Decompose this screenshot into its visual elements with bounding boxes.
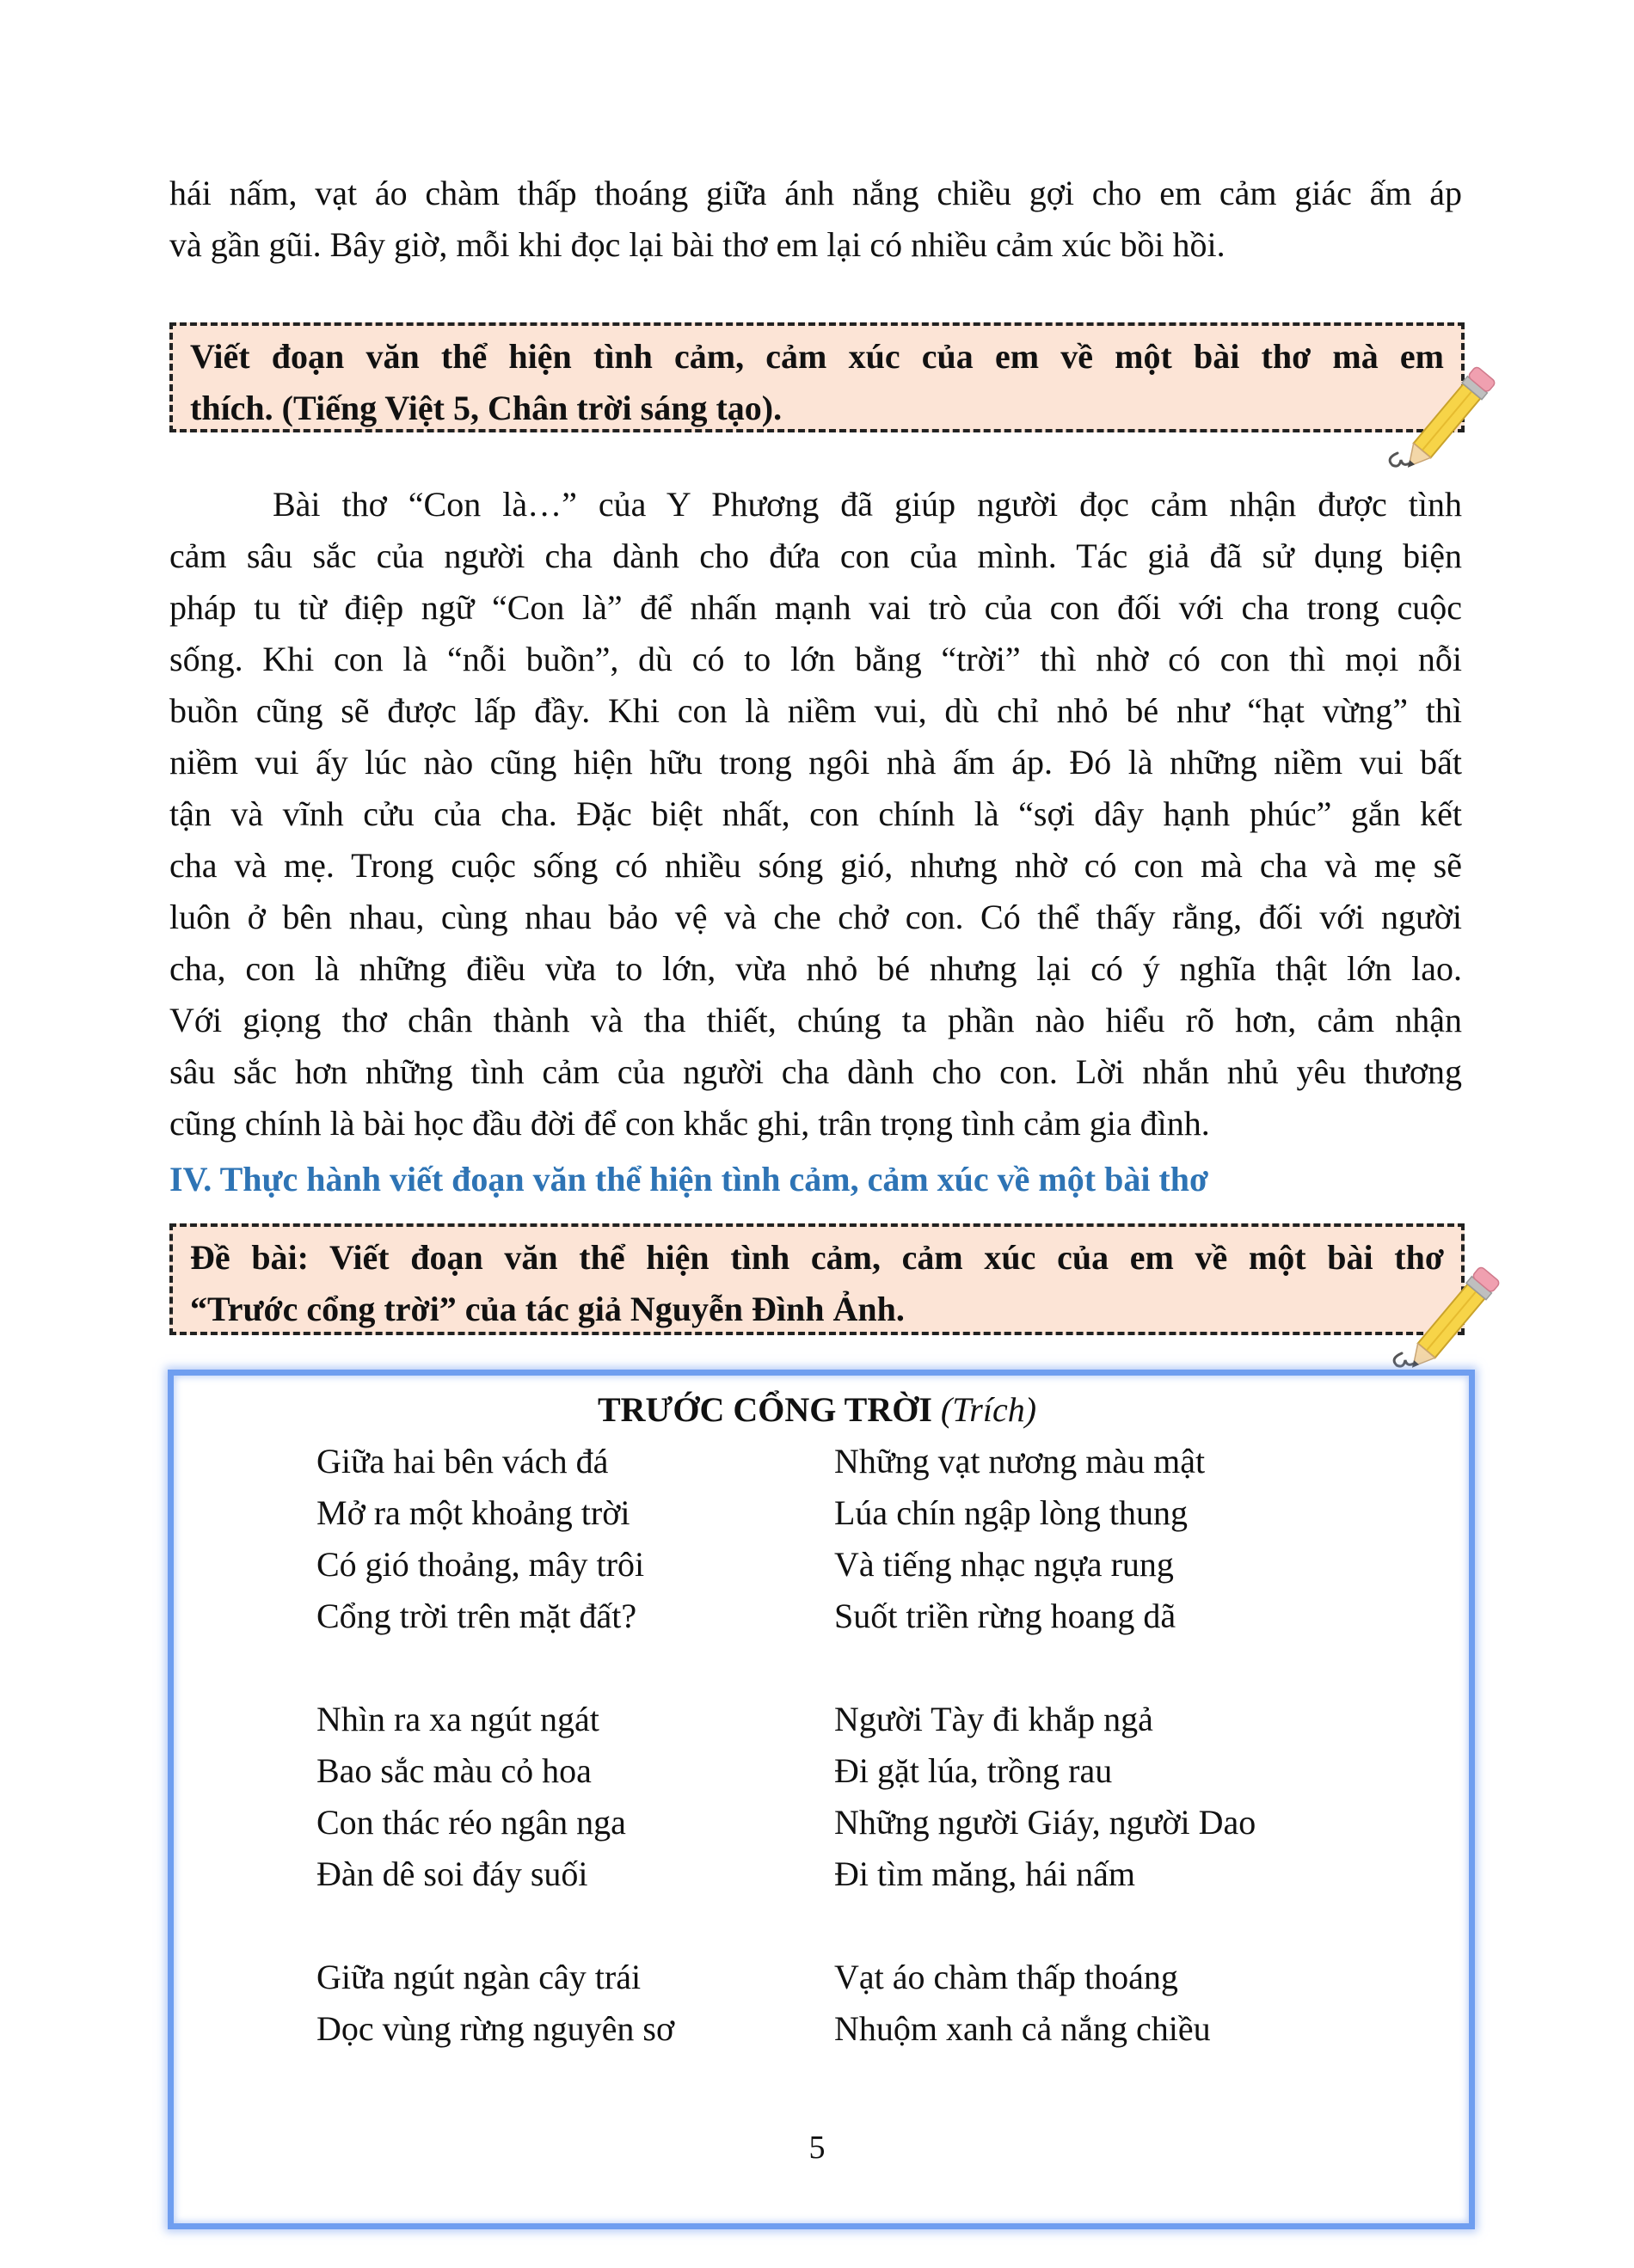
text-line: Bài thơ “Con là…” của Y Phương đã giúp người đọc cảm nhận được tình: [273, 485, 1462, 524]
text-line: cha và mẹ. Trong cuộc sống có nhiều sóng gió, nhưng nhờ có con mà cha và mẹ sẽ: [169, 846, 1462, 885]
text-line: cũng chính là bài học đầu đời để con khắc ghi, trân trọng tình cảm gia đình.: [169, 1104, 1210, 1143]
sample-paragraph: [169, 479, 1462, 1149]
poem-line: Vạt áo chàm thấp thoáng: [834, 1958, 1178, 1996]
poem-line: Mở ra một khoảng trời: [316, 1493, 630, 1532]
task-box-2: [169, 1223, 1465, 1335]
poem-right-column: [834, 1436, 1256, 2055]
pencil-icon: [1372, 357, 1509, 477]
text-line: luôn ở bên nhau, cùng nhau bảo vệ và che chở con. Có thể thấy rằng, đối với người: [169, 898, 1462, 936]
poem-line: Và tiếng nhạc ngựa rung: [834, 1545, 1174, 1584]
poem-line: Con thác réo ngân nga: [316, 1803, 626, 1842]
text-line: niềm vui ấy lúc nào cũng hiện hữu trong ngôi nhà ấm áp. Đó là những niềm vui bất: [169, 743, 1462, 782]
poem-line: Giữa hai bên vách đá: [316, 1442, 609, 1480]
poem-line: Những vạt nương màu mật: [834, 1442, 1206, 1480]
poem-line: Nhìn ra xa ngút ngát: [316, 1700, 599, 1738]
text-line: Với giọng thơ chân thành và tha thiết, chúng ta phần nào hiểu rõ hơn, cảm nhận: [169, 1001, 1462, 1039]
poem-line: Suốt triền rừng hoang dã: [834, 1597, 1176, 1635]
task-box-1: [169, 322, 1465, 432]
task-line: Viết đoạn văn thể hiện tình cảm, cảm xúc của em về một bài thơ mà em: [190, 337, 1444, 376]
poem-line: Đi tìm măng, hái nấm: [834, 1854, 1135, 1893]
poem-title: [0, 1384, 1634, 1436]
text-line: và gần gũi. Bây giờ, mỗi khi đọc lại bài thơ em lại có nhiều cảm xúc bồi hồi.: [169, 225, 1226, 264]
poem-line: Có gió thoảng, mây trôi: [316, 1545, 645, 1584]
text-line: buồn cũng sẽ được lấp đầy. Khi con là niềm vui, dù chỉ nhỏ bé như “hạt vừng” thì: [169, 691, 1462, 730]
poem-line: Những người Giáy, người Dao: [834, 1803, 1256, 1842]
text-line: cảm sâu sắc của người cha dành cho đứa con của mình. Tác giả đã sử dụng biện: [169, 536, 1462, 575]
task-line: Đề bài: Viết đoạn văn thể hiện tình cảm, cảm xúc của em về một bài thơ: [190, 1238, 1444, 1277]
poem-line: Người Tày đi khắp ngả: [834, 1700, 1153, 1738]
text-line: hái nấm, vạt áo chàm thấp thoáng giữa ánh nắng chiều gợi cho em cảm giác ấm áp: [169, 174, 1462, 212]
page-number: 5: [808, 2130, 826, 2166]
pencil-icon: [1376, 1257, 1514, 1377]
text-line: pháp tu từ điệp ngữ “Con là” để nhấn mạnh vai trò của con đối với cha trong cuộc: [169, 588, 1462, 627]
poem-line: Đàn dê soi đáy suối: [316, 1854, 588, 1893]
intro-paragraph: [169, 168, 1462, 271]
section-heading: IV. Thực hành viết đoạn văn thể hiện tình cảm, cảm xúc về một bài thơ: [169, 1160, 1209, 1198]
text-line: tận và vĩnh cửu của cha. Đặc biệt nhất, con chính là “sợi dây hạnh phúc” gắn kết: [169, 794, 1462, 833]
poem-line: Bao sắc màu cỏ hoa: [316, 1751, 592, 1790]
task-line: “Trước cổng trời” của tác giả Nguyễn Đình Ảnh.: [190, 1290, 905, 1328]
text-line: cha, con là những điều vừa to lớn, vừa nhỏ bé nhưng lại có ý nghĩa thật lớn lao.: [169, 949, 1462, 988]
task-line: thích. (Tiếng Việt 5, Chân trời sáng tạo).: [190, 389, 783, 427]
poem-line: Nhuộm xanh cả nắng chiều: [834, 2009, 1211, 2048]
poem-title-text: TRƯỚC CỔNG TRỜI: [597, 1390, 932, 1429]
poem-line: Dọc vùng rừng nguyên sơ: [316, 2009, 675, 2048]
poem-line: Đi gặt lúa, trồng rau: [834, 1751, 1113, 1790]
poem-line: Giữa ngút ngàn cây trái: [316, 1958, 642, 1996]
poem-line: Cổng trời trên mặt đất?: [316, 1597, 637, 1635]
poem-title-note: (Trích): [940, 1390, 1037, 1429]
poem-left-column: [316, 1436, 674, 2055]
text-line: sâu sắc hơn những tình cảm của người cha dành cho con. Lời nhắn nhủ yêu thương: [169, 1052, 1462, 1091]
poem-line: Lúa chín ngập lòng thung: [834, 1493, 1189, 1532]
text-line: sống. Khi con là “nỗi buồn”, dù có to lớn bằng “trời” thì nhờ có con thì mọi nỗi: [169, 640, 1462, 678]
